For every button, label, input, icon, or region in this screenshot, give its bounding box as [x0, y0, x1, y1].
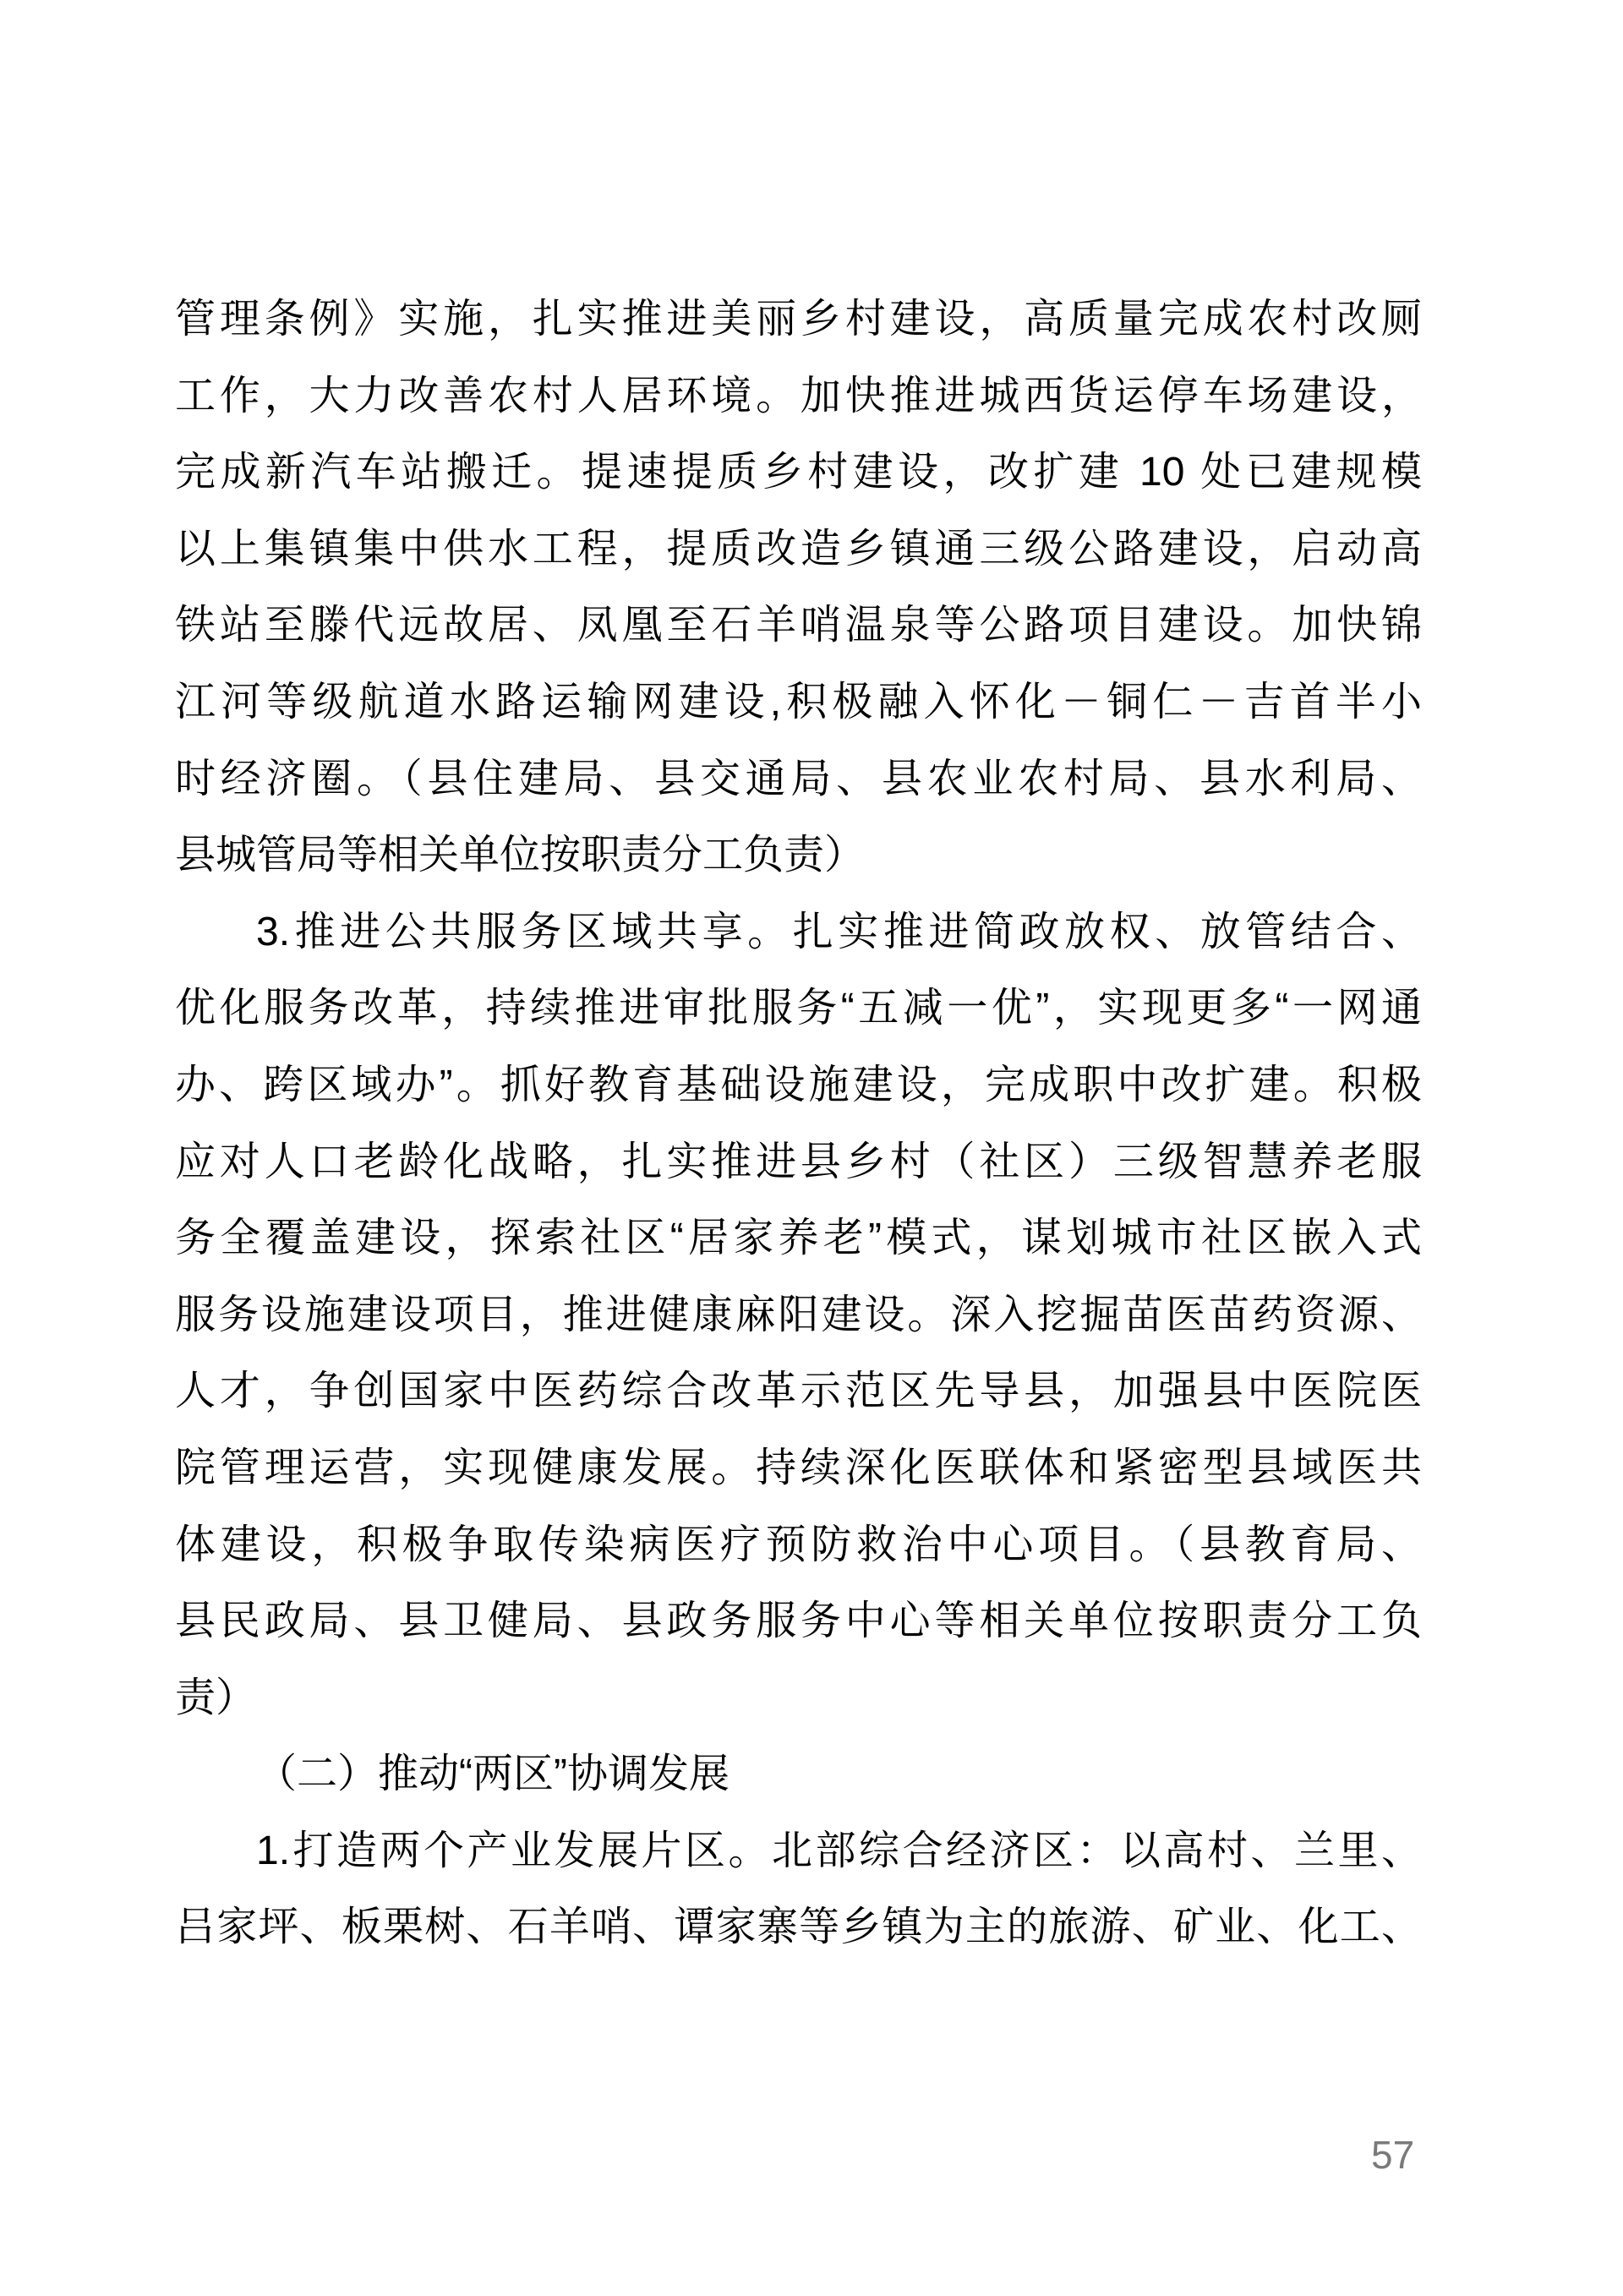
section-heading-two: （二）推动“两区”协调发展: [256, 1752, 730, 1797]
document-body: [175, 282, 1422, 1966]
text-line: 人才，争创国家中医药综合改革示范区先导县，加强县中医院医: [175, 1369, 1422, 1414]
page-number: 57: [1371, 2133, 1415, 2177]
text-line: 务全覆盖建设，探索社区“居家养老”模式，谋划城市社区嵌入式: [175, 1216, 1422, 1261]
text-line: 办、跨区域办”。抓好教育基础设施建设，完成职中改扩建。积极: [175, 1062, 1422, 1107]
text-line-section-1: 1.打造两个产业发展片区。北部综合经济区：以高村、兰里、: [256, 1828, 1422, 1873]
text-line: 铁站至滕代远故居、凤凰至石羊哨温泉等公路项目建设。加快锦: [175, 603, 1422, 648]
text-line: 应对人口老龄化战略，扎实推进县乡村（社区）三级智慧养老服: [175, 1139, 1422, 1184]
text-line: 优化服务改革，持续推进审批服务“五减一优”，实现更多“一网通: [175, 986, 1422, 1031]
text-line: 责）: [175, 1675, 257, 1720]
text-line: 以上集镇集中供水工程，提质改造乡镇通三级公路建设，启动高: [175, 526, 1422, 571]
text-line: 县民政局、县卫健局、县政务服务中心等相关单位按职责分工负: [175, 1599, 1422, 1644]
text-line: 院管理运营，实现健康发展。持续深化医联体和紧密型县域医共: [175, 1445, 1422, 1490]
text-line: 江河等级航道水路运输网建设,积极融入怀化－铜仁－吉首半小: [175, 679, 1422, 724]
text-line: 管理条例》实施，扎实推进美丽乡村建设，高质量完成农村改厕: [175, 297, 1422, 342]
text-line: 时经济圈。（县住建局、县交通局、县农业农村局、县水利局、: [175, 756, 1422, 801]
text-line: 服务设施建设项目，推进健康麻阳建设。深入挖掘苗医苗药资源、: [175, 1292, 1422, 1337]
text-line: 工作，大力改善农村人居环境。加快推进城西货运停车场建设，: [175, 373, 1422, 418]
text-line: 吕家坪、板栗树、石羊哨、谭家寨等乡镇为主的旅游、矿业、化工、: [175, 1905, 1422, 1950]
text-line: 完成新汽车站搬迁。提速提质乡村建设，改扩建 10 处已建规模: [175, 450, 1422, 495]
text-line: 县城管局等相关单位按职责分工负责）: [175, 833, 866, 878]
text-line-section-3: 3.推进公共服务区域共享。扎实推进简政放权、放管结合、: [256, 909, 1422, 954]
text-line: 体建设，积极争取传染病医疗预防救治中心项目。（县教育局、: [175, 1522, 1422, 1567]
